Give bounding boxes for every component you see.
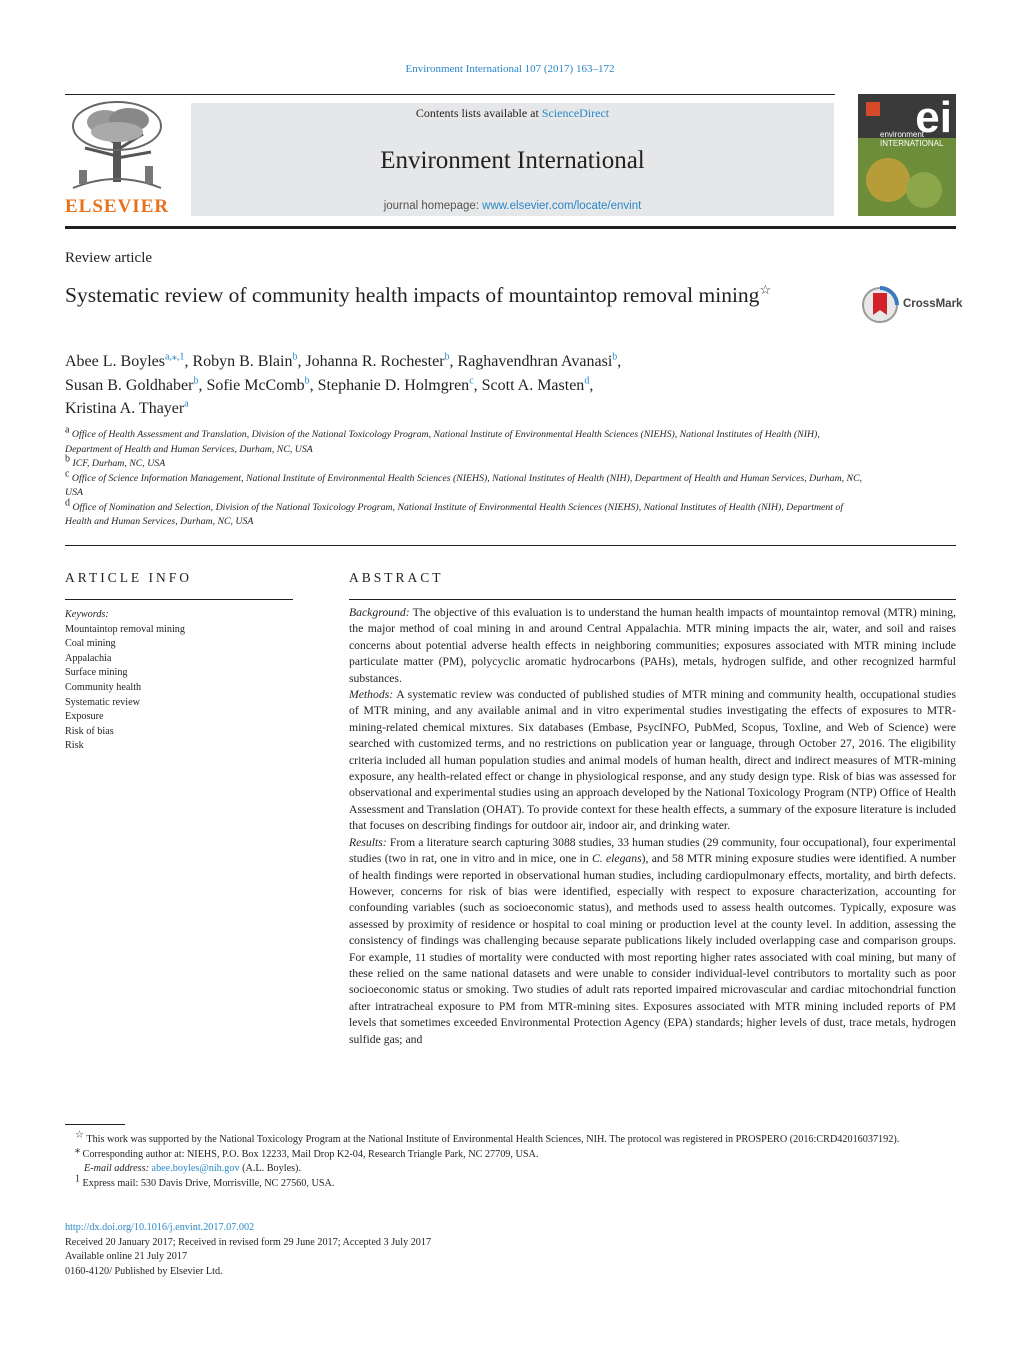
affiliation xyxy=(65,453,865,472)
contents-prefix: Contents lists available at xyxy=(415,106,542,120)
abstract-methods xyxy=(349,687,956,835)
online-date: Available online 21 July 2017 xyxy=(65,1251,188,1263)
affiliation-text: Office of Science Information Management, National Institute of Environmental Health Sciences (NIEHS), National Institutes of Health (NIH), Department of Health and Human Services, Durham, NC, USA xyxy=(65,472,863,498)
affiliation-text: Office of Health Assessment and Translation, Division of the National Toxicology Program, National Institute of Environmental Health Sciences (NIEHS), National Institutes of Health (NIH), Department of Health and Human Services, Durham, NC, USA xyxy=(65,429,820,455)
doi-link[interactable]: http://dx.doi.org/10.1016/j.envint.2017.07.002 xyxy=(65,1222,255,1233)
author-affiliation-mark[interactable]: a xyxy=(184,398,189,410)
article-title xyxy=(65,281,835,310)
received-dates: Received 20 January 2017; Received in revised form 29 June 2017; Accepted 3 July 2017 xyxy=(65,1236,432,1248)
elsevier-tree-icon xyxy=(65,100,169,192)
keyword: Exposure xyxy=(65,711,104,723)
title-note-mark[interactable]: ☆ xyxy=(759,281,772,297)
abstract-results xyxy=(349,835,956,1048)
corresponding-mark: ⁎ xyxy=(75,1144,80,1156)
author-name[interactable]: Robyn B. Blain xyxy=(192,353,293,370)
affiliation-text: ICF, Durham, NC, USA xyxy=(72,458,166,469)
author-name[interactable]: Stephanie D. Holmgren xyxy=(317,376,470,394)
article-info-rule xyxy=(65,599,293,600)
title-text: Systematic review of community health impacts of mountaintop removal mining xyxy=(65,283,760,307)
author-affiliation-mark[interactable]: c xyxy=(469,375,474,387)
methods-label: Methods: xyxy=(349,688,394,702)
abstract-background xyxy=(349,605,956,687)
affiliation-mark: c xyxy=(65,468,70,480)
author-affiliation-mark[interactable]: d xyxy=(584,375,590,387)
affiliation xyxy=(65,497,865,530)
keyword: Mountaintop removal mining xyxy=(65,623,185,635)
author-affiliation-mark[interactable]: b xyxy=(304,375,310,387)
sciencedirect-link[interactable]: ScienceDirect xyxy=(541,106,610,120)
abstract-rule xyxy=(349,599,956,600)
cover-title: environment INTERNATIONAL xyxy=(880,130,944,148)
results-label: Results: xyxy=(349,835,387,849)
keyword: Risk xyxy=(65,740,84,752)
journal-banner xyxy=(191,103,834,216)
background-text: The objective of this evaluation is to understand the human health impacts of mountaintop removal (MTR) mining, the major method of coal mining in and around Central Appalachia. MTR mining impacts the air, water, and soil and raises concerns about potential adverse health effects in neighboring communities; exposures associated with MTR mining include particulate matter (PM), polycyclic aromatic hydrocarbons (PAHs), metals, hydrogen sulfide, and other recognized harmful substances. xyxy=(349,606,957,685)
email-suffix: (A.L. Boyles). xyxy=(242,1163,301,1175)
homepage-link[interactable]: www.elsevier.com/locate/envint xyxy=(482,200,642,212)
email-link[interactable]: abee.boyles@nih.gov xyxy=(151,1163,240,1175)
results-text: From a literature search capturing 3088 studies, 33 human studies (29 community, four occupational), four experimental studies (two in rat, one in vitro and in mice, one in xyxy=(349,835,956,866)
article-type: Review article xyxy=(65,250,153,266)
issn-line: 0160-4120/ Published by Elsevier Ltd. xyxy=(65,1266,223,1278)
funding-footnote xyxy=(65,1129,956,1148)
crossmark-icon xyxy=(862,285,902,325)
keywords-label: Keywords: xyxy=(65,609,109,620)
funding-mark: ☆ xyxy=(75,1129,84,1141)
author-name[interactable]: Johanna R. Rochester xyxy=(305,353,445,370)
journal-cover[interactable] xyxy=(858,94,956,216)
affiliation-list xyxy=(65,424,865,530)
affiliation-mark: b xyxy=(65,453,70,465)
email-line xyxy=(65,1162,956,1177)
affiliation-mark: d xyxy=(65,497,70,509)
affiliation xyxy=(65,468,865,501)
elsevier-logo[interactable] xyxy=(65,100,169,218)
keyword: Systematic review xyxy=(65,696,140,708)
species-name: C. elegans xyxy=(591,852,642,866)
corresponding-text: Corresponding author at: NIEHS, P.O. Box 12233, Mail Drop K2-04, Research Triangle Park, NC 27709, USA. xyxy=(82,1148,539,1160)
background-label: Background: xyxy=(349,606,410,619)
abstract-heading: ABSTRACT xyxy=(349,570,444,585)
affiliation-mark: a xyxy=(65,424,70,436)
elsevier-wordmark: ELSEVIER xyxy=(65,196,170,217)
keywords-block xyxy=(65,608,295,754)
author-name[interactable]: Sofie McComb xyxy=(206,376,305,394)
express-footnote xyxy=(65,1173,956,1192)
footnotes xyxy=(65,1129,956,1192)
section-rule xyxy=(65,545,956,546)
express-text: Express mail: 530 Davis Drive, Morrisville, NC 27560, USA. xyxy=(82,1178,335,1190)
methods-text: A systematic review was conducted of published studies of MTR mining and community health, occupational studies of MTR mining, and any available animal and in vitro experimental studies investigating the effects of exposures to MTR-mining-related chemical mixtures. Six databases (Embase, PsycINFO, PubMed, Scopus, Toxline, and Web of Science) were searched with customized terms, and no restrictions on publication year or language, through October 27, 2016. The eligibility criteria included all human population studies and animal models of human health, direct and indirect measures of MTR-mining exposure, any health-related effect or change in physiological response, and any study design type. Risk of bias was assessed for observational and experimental studies using an approach developed by the National Toxicology Program (NTP) Office of Health Assessment and Translation (OHAT). To provide context for these health effects, a summary of the exposure literature is included that focuses on describing findings for outdoor air, indoor air, and drinking water. xyxy=(349,688,956,833)
keyword: Coal mining xyxy=(65,638,116,650)
crossmark-badge[interactable] xyxy=(862,285,962,325)
header-rule-thick xyxy=(65,226,956,229)
journal-citation[interactable]: Environment International 107 (2017) 163–172 xyxy=(405,63,615,75)
homepage-line xyxy=(191,200,834,212)
keyword: Surface mining xyxy=(65,667,128,679)
author-list: Abee L. Boyles$^{a,⁎,1}$, Robyn B. Blain$^b$, Johanna R. Rochester$^b$, Raghavendhran Avanasi$^b$, Susan B. Goldhaber$^b$, Sofie McComb$^b$, Stephanie D. Holmgren$^c$, Scott A. Masten$^d$, Kristina A. Thayer$^a$ xyxy=(65,351,622,417)
publication-info xyxy=(65,1221,956,1280)
author-affiliation-mark[interactable]: b xyxy=(193,375,199,387)
results-text-continued: ), and 58 MTR mining exposure studies were identified. A number of health findings were reported in observational human studies, including cardiopulmonary effects, mortality, and birth defects. However, concerns for risk of bias were identified, especially with respect to exposure characterization, accounting for confounding variables (such as socioeconomic status), and methods used to assess health outcomes. Typically, exposure was assessed by proximity of residence or hospital to coal mining or production level at the county level. In addition, assessing the consistency of findings was challenging because separate publications likely included overlapping case and comparison groups. For example, 11 studies of mortality were conducted with most reporting higher rates associated with coal mining, but many of these relied on the same national datasets and were unable to consider individual-level contributors to mortality such as poor socioeconomic status or smoking. Two studies of adult rats reported impaired microvascular and cardiac mitochondrial function after intratracheal exposure to PM from MTR-mining sites. Exposures associated with MTR mining included reports of PM levels that sometimes exceeded Environmental Protection Agency (EPA) standards; higher levels of dust, trace metals, hydrogen sulfide gas; and xyxy=(349,852,957,1046)
footnote-rule xyxy=(65,1124,125,1125)
crossmark-label: CrossMark xyxy=(903,298,963,310)
author-name[interactable]: Scott A. Masten xyxy=(481,376,585,394)
homepage-prefix: journal homepage: xyxy=(383,200,483,212)
author-name[interactable]: Kristina A. Thayer xyxy=(65,400,185,417)
abstract-body xyxy=(349,605,956,1048)
journal-name: Environment International xyxy=(380,147,645,174)
keyword: Appalachia xyxy=(65,652,112,664)
corresponding-footnote xyxy=(65,1144,956,1163)
affiliation-text: Office of Nomination and Selection, Division of the National Toxicology Program, National Institute of Environmental Health Sciences (NIEHS), National Institutes of Health (NIH), Department of Health and Human Services, Durham, NC, USA xyxy=(65,501,844,527)
affiliation xyxy=(65,424,865,457)
email-label: E-mail address: xyxy=(84,1163,149,1175)
contents-line xyxy=(191,106,834,121)
author-affiliation-mark[interactable]: b xyxy=(444,351,450,363)
express-mark: 1 xyxy=(75,1173,80,1185)
cover-letters: ei xyxy=(915,94,952,142)
author-name[interactable]: Susan B. Goldhaber xyxy=(65,376,194,394)
keyword: Risk of bias xyxy=(65,725,114,737)
header-rule xyxy=(65,94,835,95)
author-affiliation-mark[interactable]: b xyxy=(292,351,298,363)
keyword: Community health xyxy=(65,681,142,693)
author-name[interactable]: Abee L. Boyles xyxy=(65,353,165,370)
article-info-heading: ARTICLE INFO xyxy=(65,570,193,585)
author-affiliation-mark[interactable]: b xyxy=(612,351,618,363)
funding-text: This work was supported by the National Toxicology Program at the National Institute of Environmental Health Sciences, NIH. The protocol was registered in PROSPERO (2016:CRD42016037192). xyxy=(86,1134,900,1145)
author-affiliation-mark[interactable]: a,⁎,1 xyxy=(164,351,185,363)
author-name[interactable]: Raghavendhran Avanasi xyxy=(457,353,613,370)
